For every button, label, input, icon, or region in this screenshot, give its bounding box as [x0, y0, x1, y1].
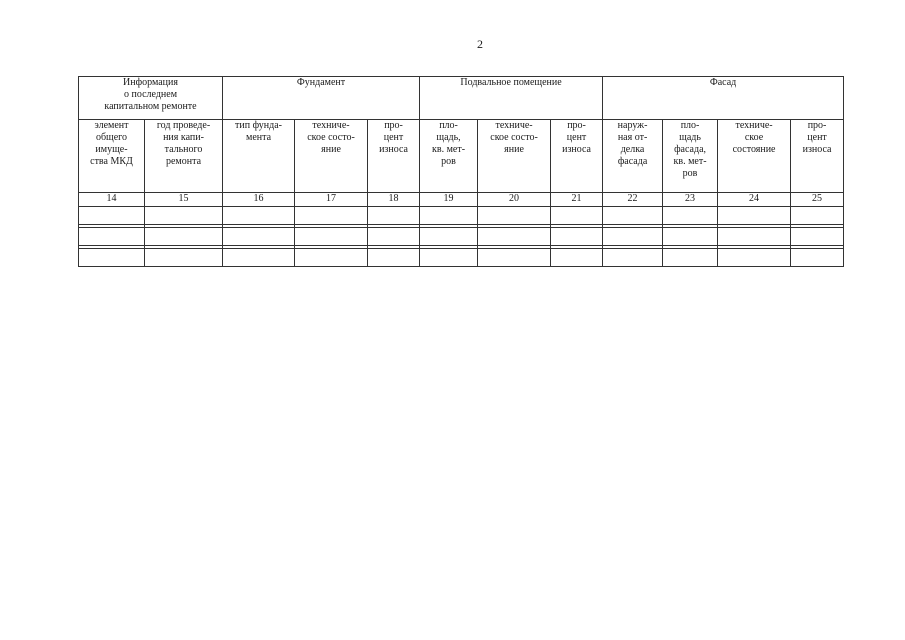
empty-cell [79, 228, 145, 246]
column-header: год проведе- ния капи- тального ремонта [145, 120, 223, 193]
empty-cell [551, 249, 603, 267]
empty-cell [718, 207, 791, 225]
capital-repair-table [78, 76, 844, 267]
table-row [79, 228, 844, 246]
empty-cell [551, 228, 603, 246]
column-header: элемент общего имуще- ства МКД [79, 120, 145, 193]
empty-cell [663, 249, 718, 267]
empty-cell [420, 228, 478, 246]
empty-cell [79, 207, 145, 225]
column-number: 25 [791, 193, 844, 207]
empty-cell [223, 249, 295, 267]
empty-cell [663, 228, 718, 246]
column-header: пло- щадь, кв. мет- ров [420, 120, 478, 193]
empty-cell [603, 249, 663, 267]
empty-cell [368, 249, 420, 267]
table-row [79, 249, 844, 267]
column-header: тип фунда- мента [223, 120, 295, 193]
column-number: 23 [663, 193, 718, 207]
group-header-basement: Подвальное помещение [420, 77, 603, 120]
column-header: наруж- ная от- делка фасада [603, 120, 663, 193]
empty-cell [145, 207, 223, 225]
group-header-foundation: Фундамент [223, 77, 420, 120]
column-number: 18 [368, 193, 420, 207]
empty-cell [223, 228, 295, 246]
column-header: техниче- ское состо- яние [478, 120, 551, 193]
empty-cell [145, 249, 223, 267]
column-number: 21 [551, 193, 603, 207]
column-header: про- цент износа [551, 120, 603, 193]
empty-cell [551, 207, 603, 225]
column-header: пло- щадь фасада, кв. мет- ров [663, 120, 718, 193]
group-header-repair-info: Информация о последнем капитальном ремонте [79, 77, 223, 120]
group-header-facade: Фасад [603, 77, 844, 120]
empty-cell [368, 207, 420, 225]
page-number: 2 [477, 37, 483, 51]
column-number: 16 [223, 193, 295, 207]
empty-cell [368, 228, 420, 246]
table-row [79, 207, 844, 225]
column-number: 24 [718, 193, 791, 207]
empty-cell [791, 207, 844, 225]
column-number: 14 [79, 193, 145, 207]
empty-cell [603, 228, 663, 246]
column-header: про- цент износа [791, 120, 844, 193]
column-header: про- цент износа [368, 120, 420, 193]
column-number: 15 [145, 193, 223, 207]
empty-cell [223, 207, 295, 225]
empty-cell [718, 228, 791, 246]
empty-cell [478, 228, 551, 246]
empty-cell [478, 207, 551, 225]
empty-cell [295, 207, 368, 225]
empty-cell [79, 249, 145, 267]
column-number: 19 [420, 193, 478, 207]
column-number: 17 [295, 193, 368, 207]
empty-cell [420, 249, 478, 267]
column-header: техниче- ское состо- яние [295, 120, 368, 193]
column-number: 22 [603, 193, 663, 207]
empty-cell [295, 228, 368, 246]
empty-cell [420, 207, 478, 225]
empty-cell [478, 249, 551, 267]
empty-cell [295, 249, 368, 267]
empty-cell [663, 207, 718, 225]
column-header: техниче- ское состояние [718, 120, 791, 193]
empty-cell [791, 228, 844, 246]
column-number: 20 [478, 193, 551, 207]
empty-cell [145, 228, 223, 246]
empty-cell [791, 249, 844, 267]
empty-cell [718, 249, 791, 267]
empty-cell [603, 207, 663, 225]
